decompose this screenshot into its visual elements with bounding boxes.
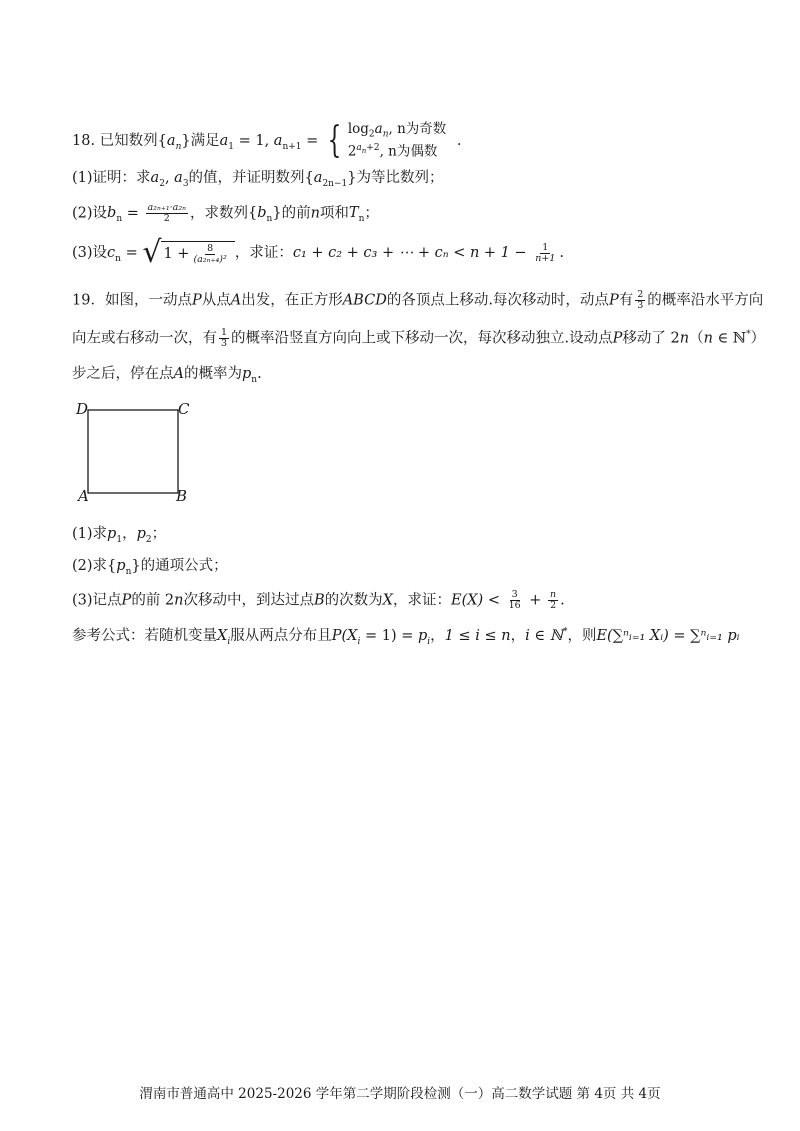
reference-formula: 参考公式：若随机变量$X_i$服从两点分布且$P(X_i = 1) = p_i$，1 ≤ i ≤ n，i ∈ ℕ*，则E(∑ⁿᵢ₌₁ Xᵢ) = ∑ⁿᵢ₌₁ pᵢ [72, 627, 740, 647]
square-root: √ 1 + $\frac{8}{\text{(a₂ₙ₊₄)²}}$ [142, 238, 234, 268]
case-odd: $\log_2a_n$, n为奇数 [347, 121, 447, 140]
question-19-part-3: (3)记点P的前 2n次移动中，到达过点B的次数为X，求证：E(X) < $\frac{3}{16}$ + $\frac{n}{2}$ . [72, 589, 565, 611]
text: 满足 [190, 132, 220, 149]
question-18-part-1: (1)证明：求$a_2$, $a_3$的值，并证明数列$\{a_{2n-1}\}$为等比数列； [72, 170, 444, 189]
text: = [301, 132, 323, 149]
vertex-label-c: C [178, 400, 190, 418]
case-even: $2^{a_n+2}$, n为偶数 [347, 142, 438, 160]
text: = 1, [233, 132, 274, 149]
piecewise-definition: { $\log_2a_n$, n为奇数 $2^{a_n+2}$, n为偶数 [327, 119, 447, 161]
square-abcd [88, 410, 178, 493]
vertex-label-a: A [78, 487, 89, 505]
question-18-part-3: (3)设$c_n$ = √ 1 + $\frac{8}{\text{(a₂ₙ₊₄)²}}$ ，求证：c₁ + c₂ + c₃ + ⋯ + cₙ < n + 1 − $\frac{1}{n+1}$ . [72, 235, 564, 270]
vertex-label-b: B [176, 487, 188, 505]
question-19-line-3: 步之后，停在点A的概率为$p_n$. [72, 366, 262, 385]
vertex-label-d: D [76, 400, 89, 418]
question-19-line-2: 向左或右移动一次，有 $\frac{1}{3}$ 的概率沿竖直方向向上或下移动一次，每次移动独立.设动点P移动了 2n（n ∈ ℕ*） [72, 327, 766, 349]
question-number: 18. [72, 132, 96, 149]
question-18-part-2: (2)设$b_n$ = $\frac{\text{a₂ₙ₊₁·a₂ₙ}}{2}$ ，求数列$\{b_n\}$的前n项和$T_n$； [72, 202, 379, 225]
question-19-part-2: (2)求$\{p_n\}$的通项公式； [72, 558, 228, 577]
page-footer: 渭南市普通高中 2025-2026 学年第二学期阶段检测（一）高二数学试题 第 4页 共 4页 [139, 1086, 661, 1102]
question-18-stem: 18. 已知数列$\{a_n\}$满足$a_1 = 1$, $a_{n+1}$ = { $\log_2a_n$, n为奇数 $2^{a_n+2}$, n为偶数 . [72, 119, 462, 161]
question-19-line-1: 19．如图，一动点P从点A出发，在正方形ABCD的各顶点上移动.每次移动时，动点P有 $\frac{2}{3}$ 的概率沿水平方向 [72, 289, 764, 311]
fraction: $\frac{\text{a₂ₙ₊₁·a₂ₙ}}{2}$ [147, 202, 187, 224]
question-19-part-1: (1)求$p_1$，$p_2$； [72, 526, 167, 545]
text: 已知数列 [99, 132, 158, 149]
